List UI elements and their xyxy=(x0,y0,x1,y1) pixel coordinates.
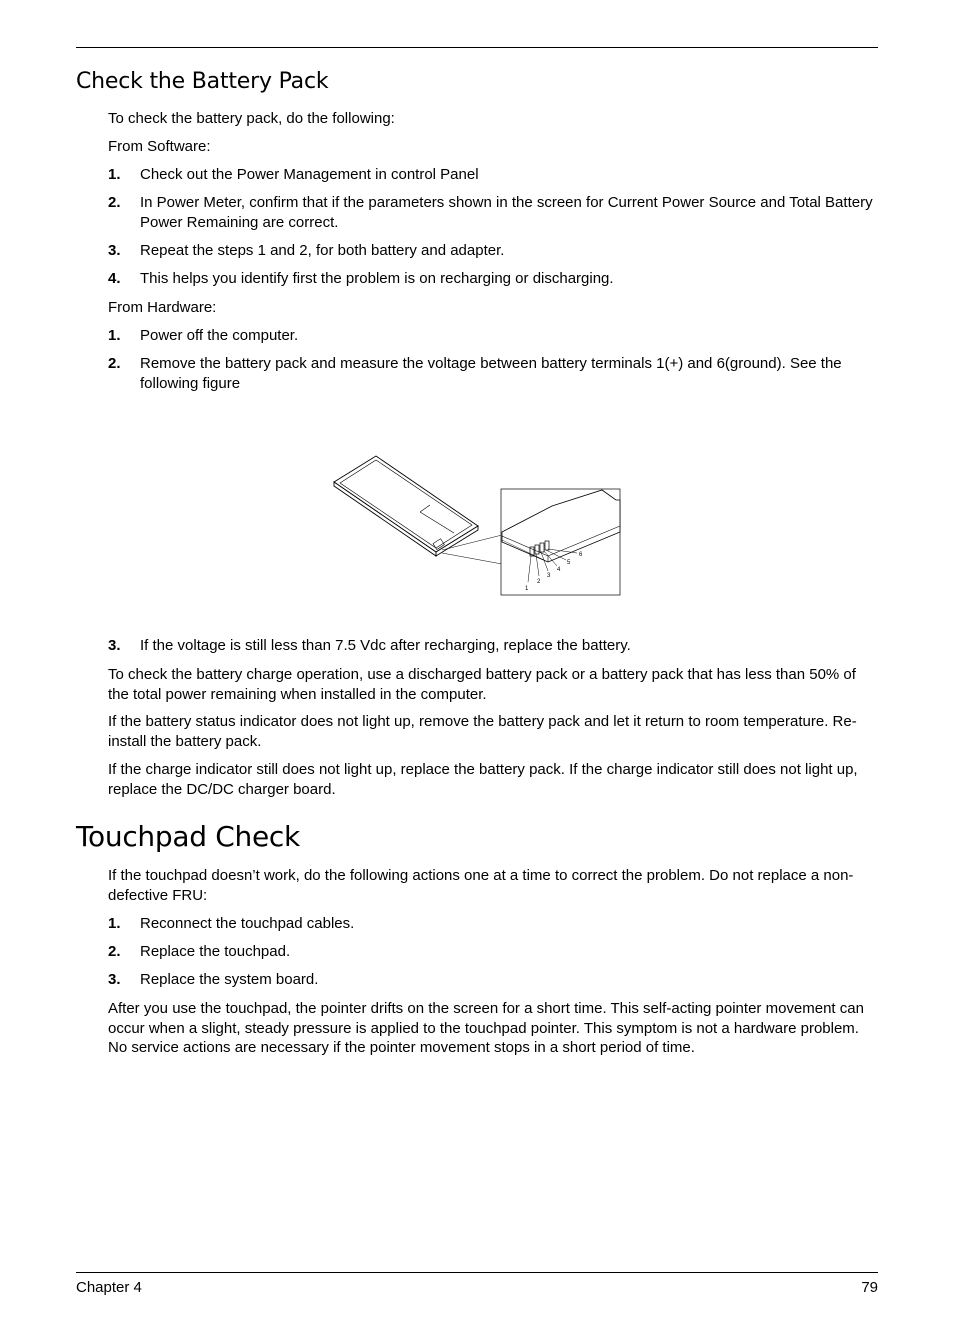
footer-page-number: 79 xyxy=(861,1279,878,1296)
list-text: If the voltage is still less than 7.5 Vdc after recharging, replace the battery. xyxy=(140,637,631,654)
list-text: Replace the touchpad. xyxy=(140,943,291,960)
terminal-label-6: 6 xyxy=(579,552,583,558)
zoom-inset xyxy=(501,489,620,595)
terminal-label-4: 4 xyxy=(557,567,561,573)
list-number: 1. xyxy=(108,915,121,932)
terminal-label-3: 3 xyxy=(547,573,551,579)
list-number: 1. xyxy=(108,166,121,183)
section-heading-battery: Check the Battery Pack xyxy=(76,69,329,94)
battery-paragraph: To check the battery charge operation, use a discharged battery pack or a battery pack that has less than 50% of the total power remaining when installed in the computer. xyxy=(108,666,856,703)
hardware-label: From Hardware: xyxy=(108,299,217,316)
section-heading-touchpad: Touchpad Check xyxy=(76,820,300,853)
list-text: Replace the system board. xyxy=(140,971,319,988)
footer-chapter: Chapter 4 xyxy=(76,1279,142,1296)
list-number: 2. xyxy=(108,194,121,211)
list-number: 3. xyxy=(108,637,121,654)
software-label: From Software: xyxy=(108,138,211,155)
list-text: Check out the Power Management in control Panel xyxy=(140,166,479,183)
battery-paragraph: If the battery status indicator does not light up, remove the battery pack and let it return to room temperature. Re-install the battery pack. xyxy=(108,713,857,750)
battery-paragraph: If the charge indicator still does not light up, replace the battery pack. If the charge indicator still does not light up, replace the DC/DC charger board. xyxy=(108,761,858,798)
battery-intro: To check the battery pack, do the following: xyxy=(108,110,395,127)
list-text: This helps you identify first the problem is on recharging or discharging. xyxy=(140,270,614,287)
list-number: 2. xyxy=(108,943,121,960)
terminal-label-1: 1 xyxy=(525,586,529,592)
terminal-label-2: 2 xyxy=(537,579,541,585)
list-number: 2. xyxy=(108,355,121,372)
list-text: Reconnect the touchpad cables. xyxy=(140,915,355,932)
touchpad-intro: If the touchpad doesn’t work, do the following actions one at a time to correct the problem. Do not replace a non-defective FRU: xyxy=(108,867,854,904)
list-text: In Power Meter, confirm that if the parameters shown in the screen for Current Power Source and Total Battery Power Remaining are correct. xyxy=(140,194,873,231)
list-number: 3. xyxy=(108,242,121,259)
list-text: Power off the computer. xyxy=(140,327,299,344)
touchpad-paragraph: After you use the touchpad, the pointer drifts on the screen for a short time. This self-acting pointer movement can occur when a slight, steady pressure is applied to the touchpad pointer. This symptom is not a hardware problem. No service actions are necessary if the pointer movement stops in a short period of time. xyxy=(108,1000,864,1056)
list-text: Remove the battery pack and measure the voltage between battery terminals 1(+) and 6(ground). See the following figure xyxy=(140,355,842,392)
list-text: Repeat the steps 1 and 2, for both battery and adapter. xyxy=(140,242,505,259)
battery-terminal-figure xyxy=(330,452,626,600)
battery-pack-drawing xyxy=(334,456,502,564)
terminal-label-5: 5 xyxy=(567,560,571,566)
footer-rule xyxy=(76,1272,878,1273)
list-number: 1. xyxy=(108,327,121,344)
list-number: 3. xyxy=(108,971,121,988)
top-rule xyxy=(76,47,878,48)
list-number: 4. xyxy=(108,270,121,287)
